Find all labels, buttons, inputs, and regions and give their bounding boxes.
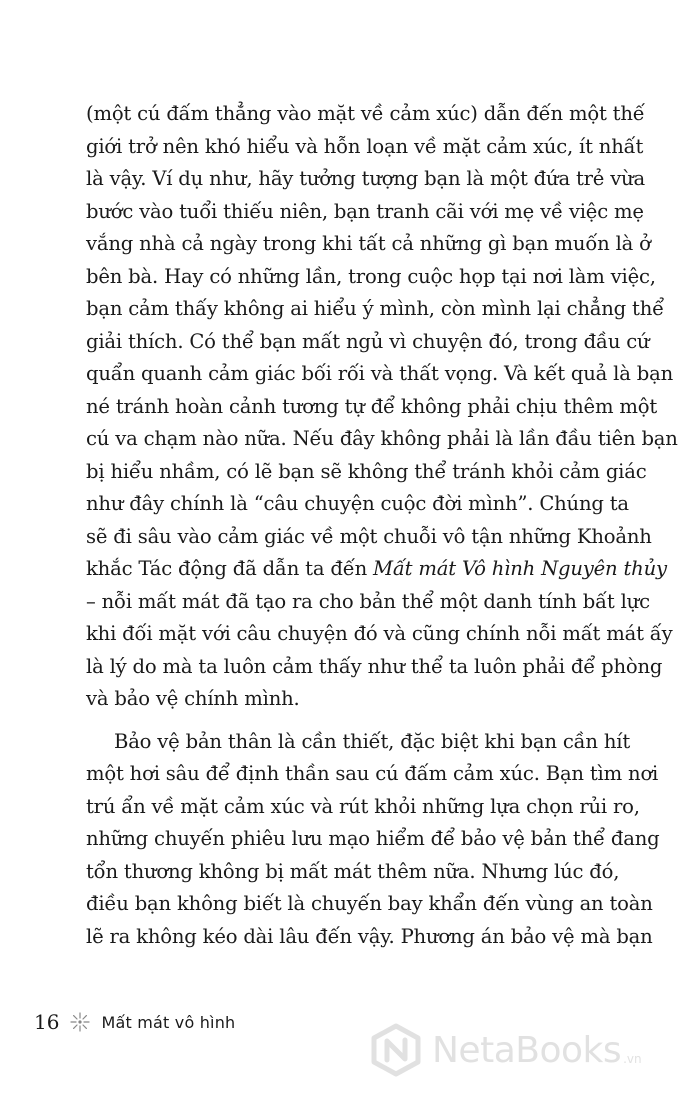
text-line: Bảo vệ bản thân là cần thiết, đặc biệt khi bạn cần hít	[114, 729, 631, 753]
text-line: điều bạn không biết là chuyến bay khẩn đến vùng an toàn	[86, 892, 653, 915]
text-line: sẽ đi sâu vào cảm giác về một chuỗi vô tận những Khoảnh	[86, 524, 652, 548]
italic-book-concept: Mất mát Vô hình Nguyên thủy	[373, 557, 667, 580]
text-line: (một cú đấm thẳng vào mặt về cảm xúc) dẫn đến một thế	[86, 102, 645, 125]
page-footer	[34, 1008, 235, 1036]
book-page-body	[86, 98, 678, 953]
text-line: như đây chính là “câu chuyện cuộc đời mình”. Chúng ta	[86, 492, 629, 515]
page-number: 16	[34, 1010, 60, 1034]
watermark-brand: NetaBooks	[432, 1029, 622, 1071]
paragraph-1	[86, 98, 678, 716]
text-line: vắng nhà cả ngày trong khi tất cả những gì bạn muốn là ở	[86, 232, 651, 255]
running-title: Mất mát vô hình	[101, 1012, 236, 1032]
watermark-domain-suffix: .vn	[623, 1052, 642, 1066]
paragraph-2	[86, 726, 660, 954]
text-line: một hơi sâu để định thần sau cú đấm cảm xúc. Bạn tìm nơi	[86, 762, 659, 785]
text-line: và bảo vệ chính mình.	[86, 687, 300, 710]
text-line: khi đối mặt với câu chuyện đó và cũng chính nỗi mất mát ấy	[86, 622, 673, 645]
netabooks-watermark	[368, 1020, 642, 1080]
text-line: quẩn quanh cảm giác bối rối và thất vọng. Và kết quả là bạn	[86, 362, 674, 385]
text-line: giải thích. Có thể bạn mất ngủ vì chuyện đó, trong đầu cứ	[86, 329, 650, 353]
sunburst-ornament-icon	[69, 1011, 91, 1033]
text-line: là lý do mà ta luôn cảm thấy như thể ta luôn phải để phòng	[86, 654, 663, 678]
text-line: lẽ ra không kéo dài lâu đến vậy. Phương án bảo vệ mà bạn	[86, 924, 653, 948]
text-line: giới trở nên khó hiểu và hỗn loạn về mặt cảm xúc, ít nhất	[86, 134, 644, 158]
text-line: là vậy. Ví dụ như, hãy tưởng tượng bạn là một đứa trẻ vừa	[86, 167, 645, 190]
text-line: – nỗi mất mát đã tạo ra cho bản thể một danh tính bất lực	[86, 589, 650, 613]
text-line: những chuyến phiêu lưu mạo hiểm để bảo vệ bản thể đang	[86, 827, 660, 850]
netabooks-logo-icon	[368, 1022, 424, 1078]
text-line: trú ẩn về mặt cảm xúc và rút khỏi những lựa chọn rủi ro,	[86, 794, 640, 818]
text-line: bị hiểu nhầm, có lẽ bạn sẽ không thể tránh khỏi cảm giác	[86, 459, 647, 483]
text-line: bên bà. Hay có những lần, trong cuộc họp tại nơi làm việc,	[86, 264, 656, 288]
text-line: cú va chạm nào nữa. Nếu đây không phải là lần đầu tiên bạn	[86, 427, 678, 450]
text-segment: khắc Tác động đã dẫn ta đến	[86, 557, 374, 580]
text-line: bạn cảm thấy không ai hiểu ý mình, còn mình lại chẳng thể	[86, 297, 665, 320]
text-line: né tránh hoàn cảnh tương tự để không phải chịu thêm một	[86, 394, 657, 418]
text-line: bước vào tuổi thiếu niên, bạn tranh cãi với mẹ về việc mẹ	[86, 199, 644, 223]
text-line: tổn thương không bị mất mát thêm nữa. Nhưng lúc đó,	[86, 859, 620, 883]
text-line-with-italic	[86, 553, 667, 586]
